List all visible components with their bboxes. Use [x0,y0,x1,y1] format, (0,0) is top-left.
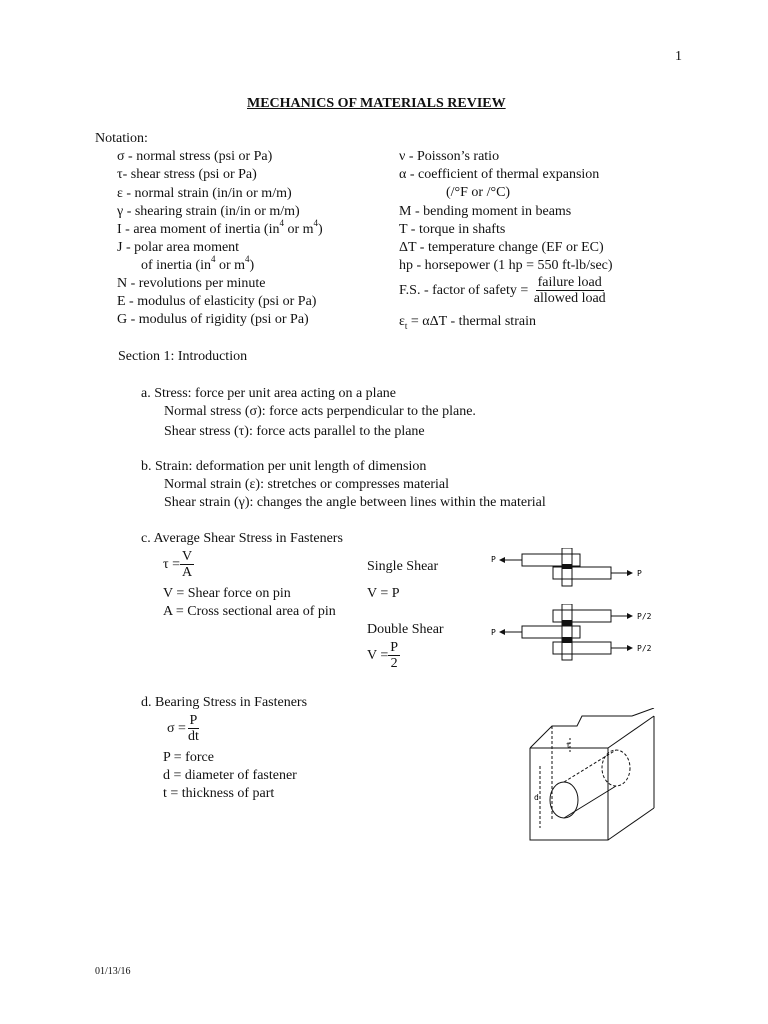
double-shear-p2-top: P/2 [637,612,652,621]
notation-right-4: T - torque in shafts [399,222,506,237]
notation-right-7: F.S. - factor of safety = $\frac{\text{failure load}}{\text{allowed load}}$ [399,275,606,306]
double-shear-equation: V = $\frac{P}{2}$ [367,640,399,671]
shear-stress-equation: τ = $\frac{V}{A}$ [163,549,193,580]
notation-right-8: $\varepsilon_t = \alpha\Delta T$ - thermal strain [399,314,536,331]
notation-left-1: τ- shear stress (psi or Pa) [117,167,257,182]
footer-date: 01/13/16 [95,966,131,977]
notation-left-0: σ - normal stress (psi or Pa) [117,149,273,164]
single-shear-diagram [485,548,675,590]
item-d-label: d. Bearing Stress in Fasteners [141,695,308,710]
section-heading: Section 1: Introduction [118,349,248,364]
single-shear-equation: V = P [367,586,400,601]
notation-left-5: J - polar area moment [117,240,240,255]
double-shear-label: Double Shear [367,622,444,637]
bearing-label-t: t [566,741,571,750]
a-definition: A = Cross sectional area of pin [163,604,336,619]
page-title: MECHANICS OF MATERIALS REVIEW [247,96,506,111]
notation-right-5: ΔT - temperature change (EF or EC) [399,240,604,255]
page-number: 1 [675,49,682,64]
item-c-label: c. Average Shear Stress in Fasteners [141,531,343,546]
d-definition: d = diameter of fastener [163,768,297,783]
double-shear-p-left: P [491,628,496,637]
notation-right-6: hp - horsepower (1 hp = 550 ft-lb/sec) [399,258,613,273]
single-shear-p-right: P [637,569,642,578]
double-shear-diagram [485,604,675,662]
notation-left-7: N - revolutions per minute [117,276,266,291]
double-shear-p2-bottom: P/2 [637,644,652,653]
notation-heading: Notation: [95,131,148,146]
v-definition: V = Shear force on pin [163,586,291,601]
t-definition: t = thickness of part [163,786,275,801]
notation-right-3: M - bending moment in beams [399,204,572,219]
bearing-block-diagram [522,708,662,848]
item-b-line2: Shear strain (γ): changes the angle between lines within the material [164,495,546,510]
item-a-line2: Shear stress (τ): force acts parallel to the plane [164,424,425,439]
notation-left-6: of inertia ($in^4$ or $m^4$) [141,254,255,273]
notation-right-1: α - coefficient of thermal expansion [399,167,600,182]
single-shear-p-left: P [491,555,496,564]
bearing-label-d: d [534,793,539,802]
single-shear-label: Single Shear [367,559,439,574]
notation-left-2: ε - normal strain (in/in or m/m) [117,186,292,201]
bearing-stress-equation: σ = $\frac{P}{dt}$ [167,713,199,744]
item-b-label: b. Strain: deformation per unit length of dimension [141,459,427,474]
item-b-line1: Normal strain (ε): stretches or compresses material [164,477,450,492]
notation-left-3: γ - shearing strain (in/in or m/m) [117,204,300,219]
notation-left-9: G - modulus of rigidity (psi or Pa) [117,312,309,327]
item-a-line1: Normal stress (σ): force acts perpendicular to the plane. [164,404,476,419]
notation-left-8: E - modulus of elasticity (psi or Pa) [117,294,317,309]
notation-left-4: I - area moment of inertia ($in^4$ or $m^4$) [117,218,323,237]
notation-right-2: (/°F or /°C) [446,185,511,200]
p-definition: P = force [163,750,214,765]
notation-right-0: ν - Poisson’s ratio [399,149,500,164]
item-a-label: a. Stress: force per unit area acting on a plane [141,386,397,401]
